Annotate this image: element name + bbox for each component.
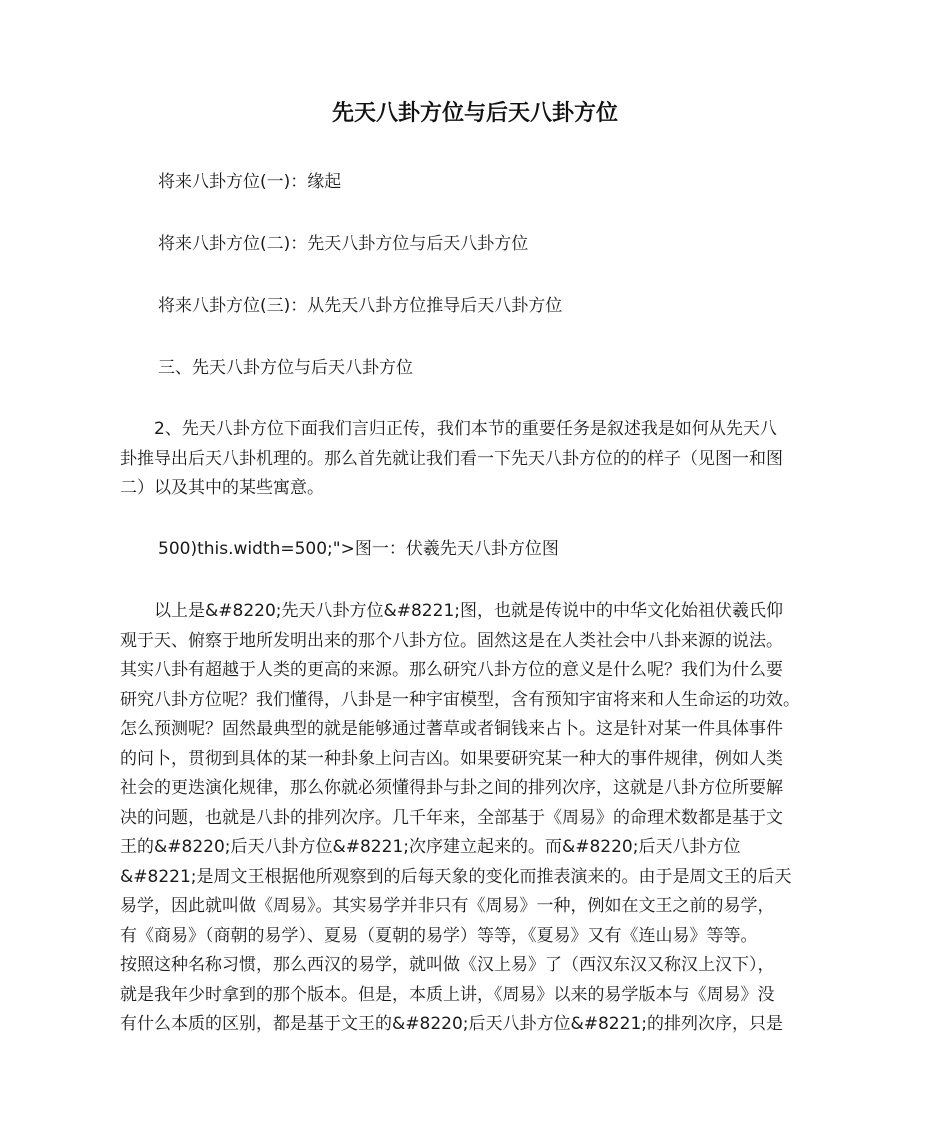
toc-item-2: 将来八卦方位(二)：先天八卦方位与后天八卦方位 <box>158 234 529 254</box>
main-paragraph <box>120 597 830 1040</box>
toc-item-3: 将来八卦方位(三)：从先天八卦方位推导后天八卦方位 <box>158 296 563 316</box>
main-line: 按照这种名称习惯，那么西汉的易学，就叫做《汉上易》了（西汉东汉又称汉上汉下）， <box>120 955 775 975</box>
main-line: 其实八卦有超越于人类的更高的来源。那么研究八卦方位的意义是什么呢？我们为什么要 <box>120 660 783 680</box>
figure-caption: 500)this.width=500;">图一：伏羲先天八卦方位图 <box>158 539 559 559</box>
main-line: 王的&#8220;后天八卦方位&#8221;次序建立起来的。而&#8220;后天八卦方位 <box>120 837 741 857</box>
intro-line: 卦推导出后天八卦机理的。那么首先就让我们看一下先天八卦方位的的样子（见图一和图 <box>120 448 783 469</box>
page-title: 先天八卦方位与后天八卦方位 <box>331 101 618 126</box>
toc-item-1: 将来八卦方位(一)：缘起 <box>158 172 342 192</box>
intro-line: 二）以及其中的某些寓意。 <box>120 478 324 498</box>
main-line: 的问卜，贯彻到具体的某一种卦象上问吉凶。如果要研究某一种大的事件规律，例如人类 <box>120 748 783 769</box>
intro-paragraph <box>120 415 830 504</box>
main-line: 有《商易》（商朝的易学）、夏易（夏朝的易学）等等，《夏易》又有《连山易》等等。 <box>120 925 758 946</box>
main-line: 社会的更迭演化规律，那么你就必须懂得卦与卦之间的排列次序，这就是八卦方位所要解 <box>120 778 783 798</box>
section-heading: 三、先天八卦方位与后天八卦方位 <box>158 358 413 378</box>
main-line: 易学，因此就叫做《周易》。其实易学并非只有《周易》一种，例如在文王之前的易学， <box>120 896 775 916</box>
main-line: 有什么本质的区别，都是基于文王的&#8220;后天八卦方位&#8221;的排列次序，只是 <box>120 1014 783 1034</box>
main-line: 研究八卦方位呢？我们懂得，八卦是一种宇宙模型，含有预知宇宙将来和人生命运的功效。 <box>120 689 800 710</box>
main-line: 观于天、俯察于地所发明出来的那个八卦方位。固然这是在人类社会中八卦来源的说法。 <box>120 630 783 651</box>
main-line: 就是我年少时拿到的那个版本。但是，本质上讲，《周易》以来的易学版本与《周易》没 <box>120 984 775 1005</box>
main-line: 决的问题，也就是八卦的排列次序。几千年来，全部基于《周易》的命理术数都是基于文 <box>120 807 783 828</box>
main-line: &#8221;是周文王根据他所观察到的后每天象的变化而推表演来的。由于是周文王的后天 <box>120 866 792 887</box>
intro-line: 2、先天八卦方位下面我们言归正传，我们本节的重要任务是叙述我是如何从先天八 <box>120 419 777 439</box>
main-line: 以上是&#8220;先天八卦方位&#8221;图，也就是传说中的中华文化始祖伏羲氏仰 <box>120 601 783 621</box>
main-line: 怎么预测呢？固然最典型的就是能够通过蓍草或者铜钱来占卜。这是针对某一件具体事件 <box>120 719 783 739</box>
